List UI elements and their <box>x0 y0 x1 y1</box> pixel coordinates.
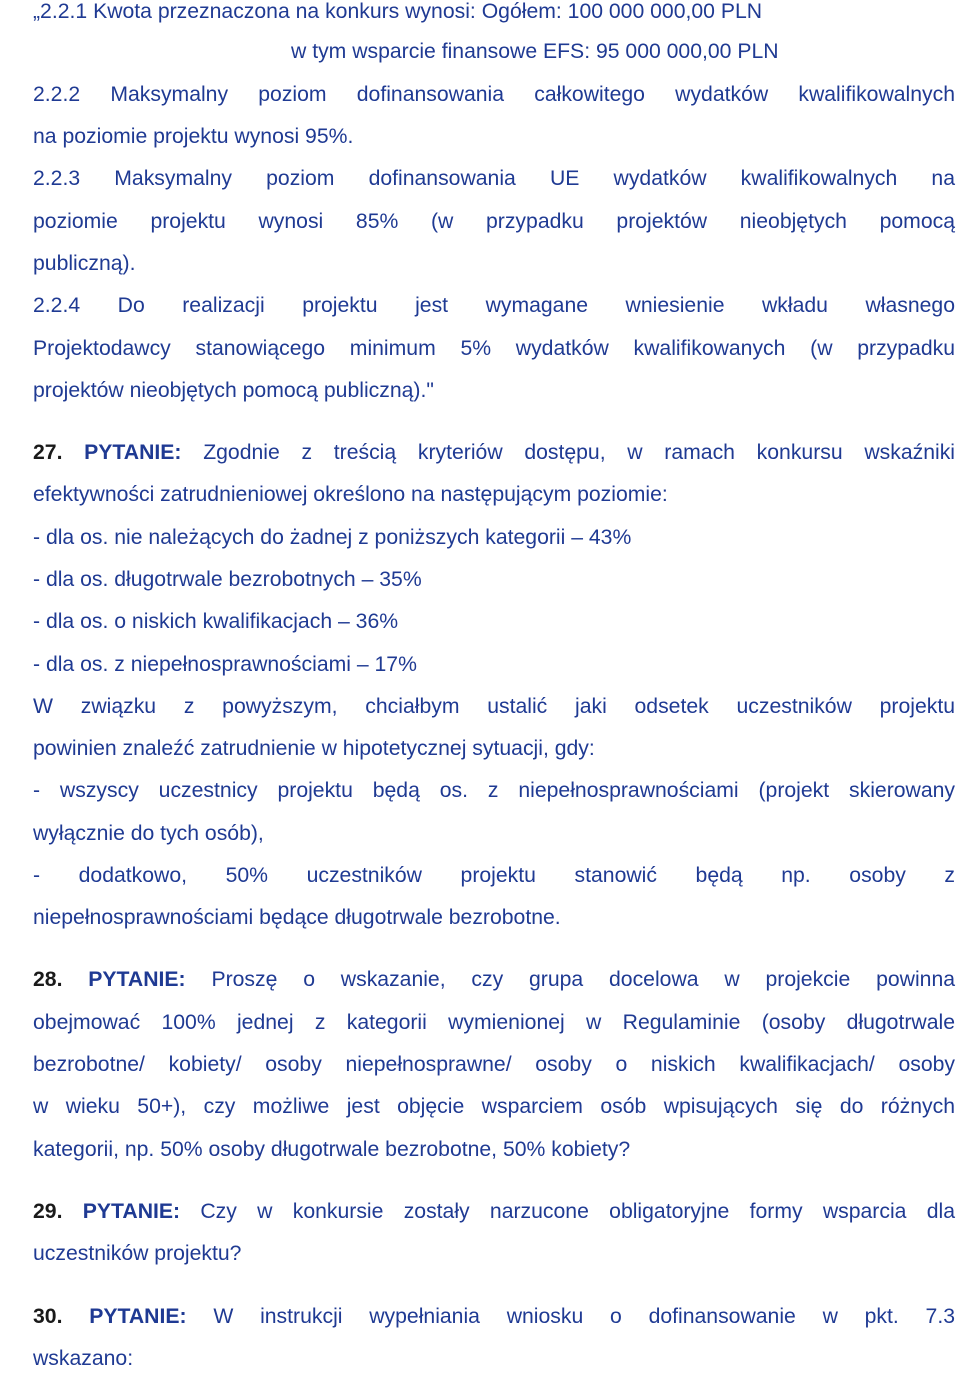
text-line: obejmować 100% jednej z kategorii wymienionej w Regulaminie (osoby długotrwale <box>33 1011 955 1034</box>
text-line: Projektodawcy stanowiącego minimum 5% wydatków kwalifikowanych (w przypadku <box>33 337 955 360</box>
text-line: wyłącznie do tych osób), <box>33 822 264 845</box>
question-text: Czy w konkursie zostały narzucone obligatoryjne formy wsparcia dla <box>200 1200 956 1223</box>
text-line: W związku z powyższym, chciałbym ustalić jaki odsetek uczestników projektu <box>33 695 955 718</box>
question-number: 29. <box>33 1200 63 1223</box>
list-item: - wszyscy uczestnicy projektu będą os. z niepełnosprawnościami (projekt skierowany <box>33 779 955 802</box>
question-number: 28. <box>33 968 63 991</box>
question-label: PYTANIE: <box>82 1200 181 1223</box>
text-line: uczestników projektu? <box>33 1242 242 1265</box>
question-28 <box>33 966 955 994</box>
text-line: 2.2.3 Maksymalny poziom dofinansowania UE wydatków kwalifikowalnych na <box>33 167 955 190</box>
question-label: PYTANIE: <box>88 968 186 991</box>
text-line: projektów nieobjętych pomocą publiczną)." <box>33 379 434 402</box>
text-line: 2.2.4 Do realizacji projektu jest wymagane wniesienie wkładu własnego <box>33 294 955 317</box>
question-number: 30. <box>33 1305 63 1328</box>
text-line: w wieku 50+), czy możliwe jest objęcie wsparciem osób wpisujących się do różnych <box>33 1095 955 1118</box>
question-text: Proszę o wskazanie, czy grupa docelowa w projekcie powinna <box>211 968 956 991</box>
text-line: na poziomie projektu wynosi 95%. <box>33 125 354 148</box>
text-line: bezrobotne/ kobiety/ osoby niepełnosprawne/ osoby o niskich kwalifikacjach/ osoby <box>33 1053 955 1076</box>
list-item: - dla os. o niskich kwalifikacjach – 36% <box>33 610 399 633</box>
text-line: w tym wsparcie finansowe EFS: 95 000 000,00 PLN <box>291 40 779 63</box>
question-text: W instrukcji wypełniania wniosku o dofinansowanie w pkt. 7.3 <box>213 1305 956 1328</box>
list-item: - dla os. długotrwale bezrobotnych – 35% <box>33 568 422 591</box>
question-label: PYTANIE: <box>89 1305 187 1328</box>
text-line: 2.2.2 Maksymalny poziom dofinansowania całkowitego wydatków kwalifikowalnych <box>33 83 955 106</box>
text-line: wskazano: <box>33 1347 134 1370</box>
list-item: - dodatkowo, 50% uczestników projektu stanowić będą np. osoby z <box>33 864 955 887</box>
text-line: publiczną). <box>33 252 136 275</box>
list-item: - dla os. nie należących do żadnej z poniższych kategorii – 43% <box>33 526 632 549</box>
question-label: PYTANIE: <box>84 441 182 464</box>
question-27 <box>33 439 955 467</box>
text-line: poziomie projektu wynosi 85% (w przypadku projektów nieobjętych pomocą <box>33 210 955 233</box>
text-line: niepełnosprawnościami będące długotrwale bezrobotne. <box>33 906 561 929</box>
question-text: Zgodnie z treścią kryteriów dostępu, w ramach konkursu wskaźniki <box>203 441 955 464</box>
question-number: 27. <box>33 441 63 464</box>
question-30 <box>33 1303 955 1331</box>
text-line: powinien znaleźć zatrudnienie w hipotetycznej sytuacji, gdy: <box>33 737 595 760</box>
text-line: kategorii, np. 50% osoby długotrwale bezrobotne, 50% kobiety? <box>33 1138 631 1161</box>
text-line: „2.2.1 Kwota przeznaczona na konkurs wynosi: Ogółem: 100 000 000,00 PLN <box>33 0 763 23</box>
list-item: - dla os. z niepełnosprawnościami – 17% <box>33 653 417 676</box>
question-29 <box>33 1198 955 1226</box>
text-line: efektywności zatrudnieniowej określono na następującym poziomie: <box>33 483 668 506</box>
